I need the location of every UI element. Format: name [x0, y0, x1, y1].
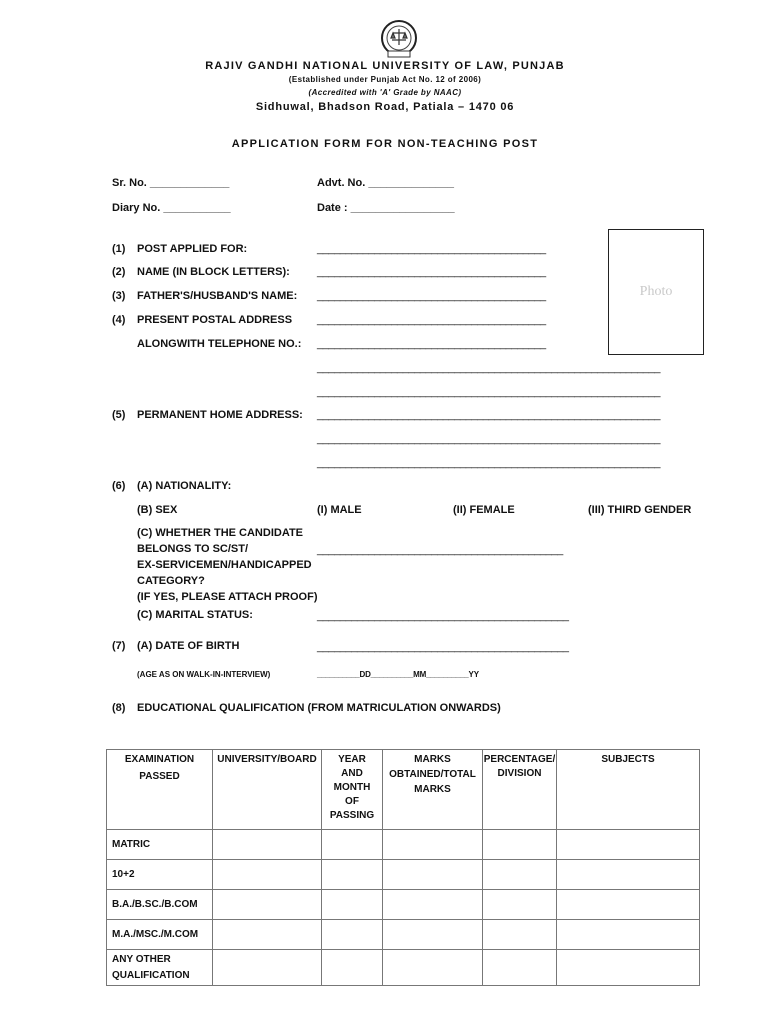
sex-third-gender-option[interactable]: (III) THIRD GENDER — [588, 504, 692, 516]
q3-number: (3) — [112, 290, 126, 302]
table-cell[interactable] — [383, 890, 483, 920]
header-subjects-text: SUBJECTS — [601, 754, 655, 765]
table-cell[interactable] — [557, 950, 700, 986]
row-label-post-graduation: M.A./MSC./M.COM — [107, 920, 213, 950]
q6-number: (6) — [112, 480, 126, 492]
photo-box — [608, 229, 704, 355]
education-header-row — [107, 750, 700, 830]
header-year-line-5: PASSING — [329, 810, 375, 821]
name-label: NAME (IN BLOCK LETTERS): — [137, 266, 290, 278]
table-cell[interactable] — [383, 920, 483, 950]
present-address-line-4[interactable]: ____________________________________________________________ — [317, 386, 661, 398]
category-label-line-5: (IF YES, PLEASE ATTACH PROOF) — [137, 591, 318, 603]
post-applied-line[interactable]: ________________________________________ — [317, 243, 546, 255]
university-address: Sidhuwal, Bhadson Road, Patiala – 1470 06 — [255, 101, 515, 113]
header-marks — [383, 750, 483, 830]
sex-male-option[interactable]: (I) MALE — [317, 504, 362, 516]
table-cell[interactable] — [483, 890, 557, 920]
header-year-line-1: YEAR — [338, 754, 366, 765]
table-row — [107, 920, 700, 950]
table-row — [107, 950, 700, 986]
present-address-line-2[interactable]: ________________________________________ — [317, 338, 546, 350]
table-row — [107, 830, 700, 860]
q8-number: (8) — [112, 702, 126, 714]
header-year-line-3: MONTH — [333, 782, 371, 793]
header-examination-line-1: EXAMINATION — [124, 754, 195, 765]
accreditation-note: (Accredited with 'A' Grade by NAAC) — [308, 88, 462, 97]
table-cell[interactable] — [213, 950, 322, 986]
table-cell[interactable] — [557, 920, 700, 950]
dob-format-line[interactable]: __________DD__________MM__________YY — [317, 670, 479, 679]
diary-no-field[interactable]: Diary No. ___________ — [112, 202, 231, 214]
header-university — [213, 750, 322, 830]
table-cell[interactable] — [483, 920, 557, 950]
header-percentage-line-2: DIVISION — [497, 768, 542, 779]
sex-label: (B) SEX — [137, 504, 178, 516]
father-husband-name-line[interactable]: ________________________________________ — [317, 290, 546, 302]
header-percentage-line-1: PERCENTAGE/ — [483, 754, 556, 765]
table-cell[interactable] — [322, 860, 383, 890]
marital-status-line[interactable]: ____________________________________________ — [317, 610, 569, 622]
dob-label: (A) DATE OF BIRTH — [137, 640, 240, 652]
table-cell[interactable] — [213, 890, 322, 920]
permanent-address-label: PERMANENT HOME ADDRESS: — [137, 409, 303, 421]
row-label-graduation: B.A./B.SC./B.COM — [107, 890, 213, 920]
q4-number: (4) — [112, 314, 126, 326]
form-title: APPLICATION FORM FOR NON-TEACHING POST — [231, 138, 539, 150]
education-table — [106, 749, 700, 986]
nationality-label: (A) NATIONALITY: — [137, 480, 232, 492]
table-cell[interactable] — [213, 830, 322, 860]
q5-number: (5) — [112, 409, 126, 421]
row-label-matric: MATRIC — [107, 830, 213, 860]
table-cell[interactable] — [383, 860, 483, 890]
father-husband-name-label: FATHER'S/HUSBAND'S NAME: — [137, 290, 298, 302]
table-cell[interactable] — [322, 890, 383, 920]
category-label-line-2: BELONGS TO SC/ST/ — [137, 543, 249, 555]
date-field[interactable]: Date : _________________ — [317, 202, 455, 214]
permanent-address-line-3[interactable]: ____________________________________________________________ — [317, 457, 661, 469]
table-cell[interactable] — [213, 920, 322, 950]
header-marks-line-3: MARKS — [414, 784, 451, 795]
table-cell[interactable] — [322, 830, 383, 860]
present-address-label: PRESENT POSTAL ADDRESS — [137, 314, 293, 326]
q7-number: (7) — [112, 640, 126, 652]
header-year — [322, 750, 383, 830]
marital-status-label: (C) MARITAL STATUS: — [137, 609, 253, 621]
header-examination — [107, 750, 213, 830]
header-marks-line-1: MARKS — [414, 754, 451, 765]
q2-number: (2) — [112, 266, 126, 278]
q1-number: (1) — [112, 243, 126, 255]
category-label-line-3: EX-SERVICEMEN/HANDICAPPED — [137, 559, 312, 571]
table-cell[interactable] — [483, 950, 557, 986]
university-logo — [378, 19, 420, 59]
row-label-other-line-1: ANY OTHER — [112, 953, 171, 965]
table-cell[interactable] — [483, 860, 557, 890]
table-cell[interactable] — [322, 950, 383, 986]
table-cell[interactable] — [557, 890, 700, 920]
category-label-line-4: CATEGORY? — [137, 575, 205, 587]
header-percentage — [483, 750, 557, 830]
table-cell[interactable] — [322, 920, 383, 950]
table-cell[interactable] — [483, 830, 557, 860]
row-label-other — [107, 950, 213, 986]
header-subjects — [557, 750, 700, 830]
table-row — [107, 860, 700, 890]
header-university-text: UNIVERSITY/BOARD — [217, 754, 317, 765]
post-applied-label: POST APPLIED FOR: — [137, 243, 248, 255]
sr-no-field[interactable]: Sr. No. _____________ — [112, 177, 230, 189]
table-cell[interactable] — [383, 830, 483, 860]
advt-no-field[interactable]: Advt. No. ______________ — [317, 177, 454, 189]
header-examination-line-2: PASSED — [139, 771, 180, 782]
header-marks-line-2: OBTAINED/TOTAL — [389, 769, 476, 780]
table-row — [107, 890, 700, 920]
row-label-10-plus-2: 10+2 — [107, 860, 213, 890]
sex-female-option[interactable]: (II) FEMALE — [453, 504, 515, 516]
name-line[interactable]: ________________________________________ — [317, 266, 546, 278]
table-cell[interactable] — [557, 830, 700, 860]
present-address-line-3[interactable]: ____________________________________________________________ — [317, 362, 661, 374]
header-year-line-4: OF — [345, 796, 359, 807]
category-label-line-1: (C) WHETHER THE CANDIDATE — [137, 527, 304, 539]
row-label-other-line-2: QUALIFICATION — [112, 969, 190, 981]
category-line[interactable]: ___________________________________________ — [317, 544, 563, 556]
present-address-line-1[interactable]: ________________________________________ — [317, 314, 546, 326]
dob-line[interactable]: ____________________________________________ — [317, 641, 569, 653]
permanent-address-line-2[interactable]: ____________________________________________________________ — [317, 433, 661, 445]
established-note: (Established under Punjab Act No. 12 of 2006) — [288, 75, 482, 84]
age-note: (AGE AS ON WALK-IN-INTERVIEW) — [137, 670, 271, 679]
header-year-line-2: AND — [341, 768, 363, 779]
university-name: RAJIV GANDHI NATIONAL UNIVERSITY OF LAW, PUNJAB — [205, 60, 565, 72]
table-cell[interactable] — [557, 860, 700, 890]
table-cell[interactable] — [383, 950, 483, 986]
education-label: EDUCATIONAL QUALIFICATION (FROM MATRICULATION ONWARDS) — [137, 702, 501, 714]
telephone-label: ALONGWITH TELEPHONE NO.: — [137, 338, 302, 350]
table-cell[interactable] — [213, 860, 322, 890]
photo-label: Photo — [639, 284, 673, 299]
permanent-address-line-1[interactable]: ____________________________________________________________ — [317, 409, 661, 421]
